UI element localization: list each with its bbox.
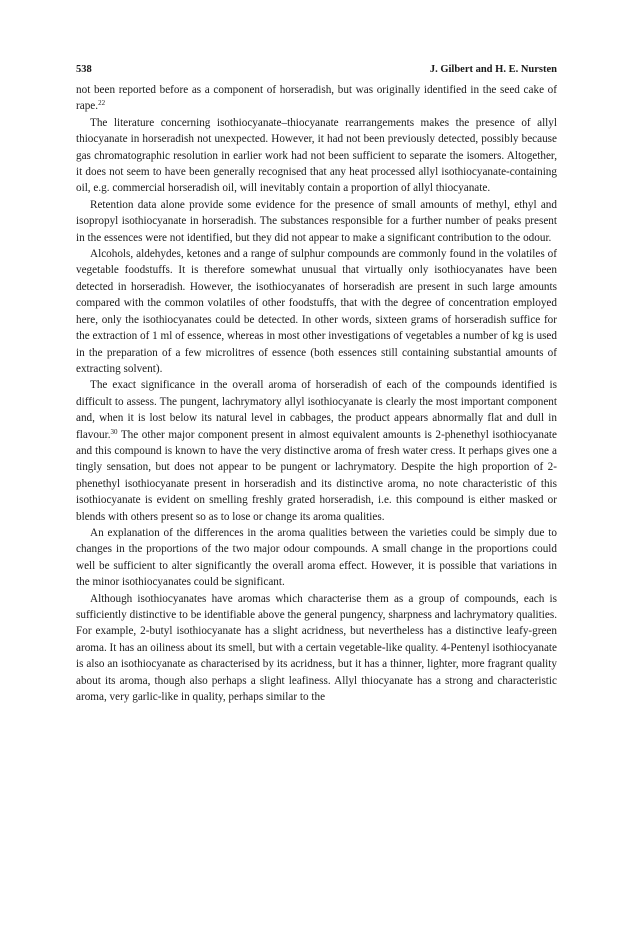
paragraph-text: An explanation of the differences in the aroma qualities between the varieties could be simply due to changes in the proportions of the two major odour compounds. A small change in the proportions could well be sufficient to alter significantly the overall aroma effect. However, it is possible that variations in the minor isothiocyanates could be significant. xyxy=(76,526,557,589)
running-header xyxy=(76,64,557,78)
paragraph xyxy=(76,82,557,115)
paragraph xyxy=(76,377,557,525)
paragraph xyxy=(76,246,557,377)
paragraph xyxy=(76,525,557,591)
body-text xyxy=(76,82,557,705)
page-number: 538 xyxy=(76,64,92,75)
paragraph-text: The other major component present in almost equivalent amounts is 2-phenethyl isothiocyanate and this compound is known to have the very distinctive aroma of fresh water cress. It perhaps gives one a tingly sensation, but does not appear to be pungent or lachrymatory. Despite the high proportion of 2-phenethyl isothiocyanate present in horseradish and its distinctive aroma, no note characteristic of this isothiocyanate is evident on smelling freshly grated horseradish, i.e. this compound is either masked or blends with others present so as to lose or change its aroma qualities. xyxy=(76,428,557,523)
paragraph-text: Although isothiocyanates have aromas which characterise them as a group of compounds, each is sufficiently distinctive to be identifiable above the general pungency, sharpness and lachrymatory qualities. For example, 2-butyl isothiocyanate has a slight acridness, but nevertheless has a distinctive leafy-green aroma. It has an oiliness about its smell, but with a certain vegetable-like quality. 4-Pentenyl isothiocyanate is also an isothiocyanate as characterised by its acridness, but it has a thinner, lighter, more fragrant quality about its aroma, though also perhaps a slight leafiness. Allyl thiocyanate has a strong and characteristic aroma, very garlic-like in quality, perhaps similar to the xyxy=(76,592,557,704)
paragraph xyxy=(76,115,557,197)
paragraph-text: Alcohols, aldehydes, ketones and a range of sulphur compounds are commonly found in the volatiles of vegetable foodstuffs. It is therefore somewhat unusual that virtually only isothiocyanates have been detected in horseradish. However, the isothiocyanates of horseradish are present in such large amounts compared with the common volatiles of other foodstuffs, that with the degree of concentration employed here, only the isothiocyanates could be detected. In other words, sixteen grams of horseradish suffice for the extraction of 1 ml of essence, whereas in most other investigations of vegetables a number of kg is used in the preparation of a few microlitres of essence (both essences still containing substantial amounts of extracting solvent). xyxy=(76,248,557,375)
paragraph-text: The literature concerning isothiocyanate–thiocyanate rearrangements makes the presence of allyl thiocyanate in horseradish not unexpected. However, it had not been previously detected, possibly because gas chromatographic resolution in earlier work had not been sufficient to separate the isomers. Altogether, it does not seem to have been generally recognised that any heat processed allyl isothiocyanate-containing oil, e.g. commercial horseradish oil, will inevitably contain a proportion of allyl thiocyanate. xyxy=(76,116,557,195)
page xyxy=(76,64,557,705)
reference-superscript: 30 xyxy=(110,427,118,436)
reference-superscript: 22 xyxy=(98,99,106,108)
paragraph-text: The exact significance in the overall aroma of horseradish of each of the compounds identified is difficult to assess. The pungent, lachrymatory allyl isothiocyanate is clearly the most important component and, when it is lost below its natural level in cabbages, the product appears abnormally flat and dull in flavour. xyxy=(76,379,557,441)
running-head-authors: J. Gilbert and H. E. Nursten xyxy=(429,64,557,75)
paragraph xyxy=(76,197,557,246)
paragraph xyxy=(76,591,557,706)
paragraph-text: Retention data alone provide some evidence for the presence of small amounts of methyl, ethyl and isopropyl isothiocyanate in horseradish. The substances responsible for a further number of peaks present in the essences were not identified, but they did not appear to make a significant contribution to the odour. xyxy=(76,198,557,244)
paragraph-text: not been reported before as a component of horseradish, but was originally identified in the seed cake of rape. xyxy=(76,84,557,113)
